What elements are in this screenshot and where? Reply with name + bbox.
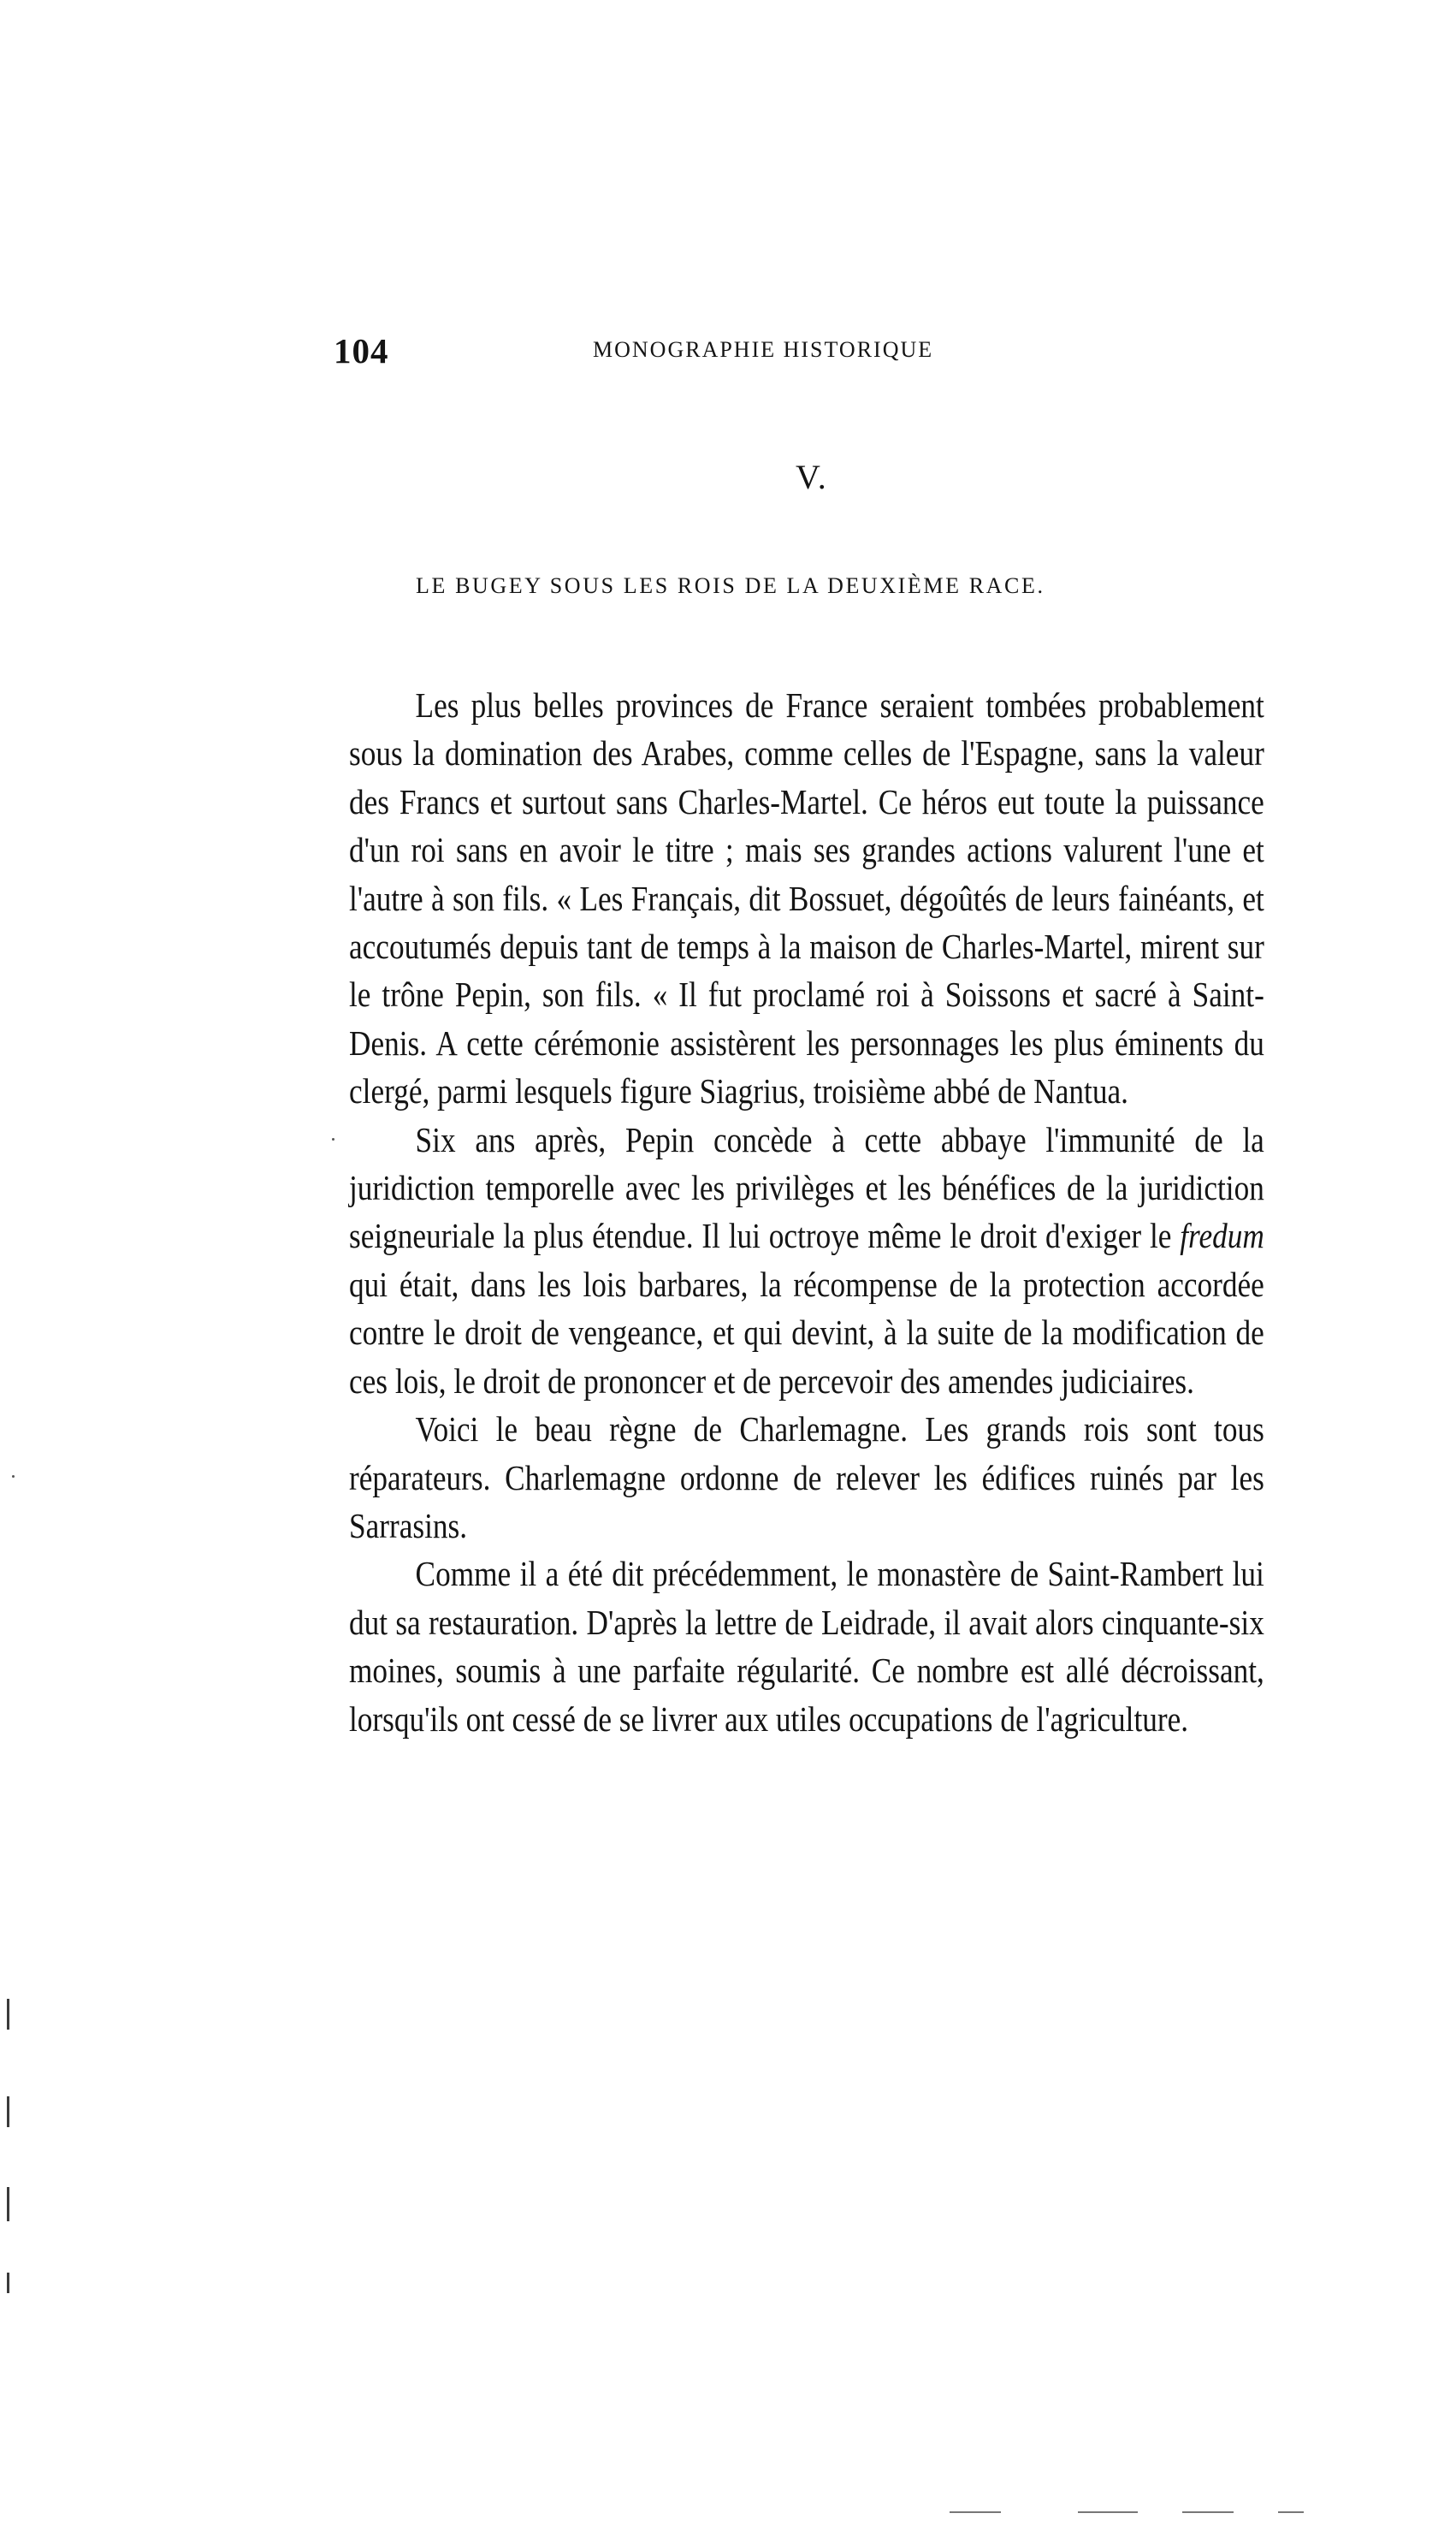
running-head [334, 330, 985, 382]
margin-scan-mark-3 [7, 2187, 9, 2221]
margin-scan-dot-2 [332, 1138, 334, 1141]
paragraph-4: Comme il a été dit précédemment, le monastère de Saint-Rambert lui dut sa restauration. D'après la lettre de Leidrade, il avait alors cinquante-six moines, soumis à une parfaite régularité. Ce nombre est allé décroissant, lorsqu'ils ont cessé de se livrer aux utiles occupations de l'agriculture. [349, 1554, 1264, 1739]
bottom-scan-marks [950, 2511, 1343, 2516]
bottom-scan-mark-3 [1182, 2511, 1234, 2513]
running-title: MONOGRAPHIE HISTORIQUE [593, 337, 934, 362]
body-text [349, 681, 1264, 1743]
margin-scan-dot-1 [12, 1475, 15, 1478]
margin-scan-mark-4 [7, 2273, 9, 2293]
bottom-scan-mark-1 [950, 2511, 1001, 2513]
paragraph-2-after: qui était, dans les lois barbares, la récompense de la protection accordée contre le droit de vengeance, et qui devint, à la suite de la modification de ces lois, le droit de prononcer et de percevoir des amendes judiciaires. [349, 1264, 1264, 1401]
paragraph-2-before: Six ans après, Pepin concède à cette abbaye l'immunité de la juridiction temporelle avec les privilèges et les bénéfices de la juridiction seigneuriale la plus étendue. Il lui octroye même le droit d'exiger le [349, 1119, 1264, 1256]
paragraph-3: Voici le beau règne de Charlemagne. Les grands rois sont tous réparateurs. Charlemagne ordonne de relever les édifices ruinés par les Sarrasins. [349, 1409, 1264, 1545]
bottom-scan-mark-2 [1078, 2511, 1138, 2513]
bottom-scan-mark-4 [1278, 2511, 1304, 2513]
paragraph-1: Les plus belles provinces de France seraient tombées probablement sous la domination des Arabes, comme celles de l'Espagne, sans la valeur des Francs et surtout sans Charles-Martel. Ce héros eut toute la puissance d'un roi sans en avoir le titre ; mais ses grandes actions valurent l'une et l'autre à son fils. « Les Français, dit Bossuet, dégoûtés de leurs fainéants, et accoutumés depuis tant de temps à la maison de Charles-Martel, mirent sur le trône Pepin, son fils. « Il fut proclamé roi à Soissons et sacré à Saint-Denis. A cette cérémonie assistèrent les personnages les plus éminents du clergé, parmi lesquels figure Siagrius, troisième abbé de Nantua. [349, 685, 1264, 1111]
page-number: 104 [334, 331, 389, 370]
paragraph-2 [349, 1116, 1264, 1405]
margin-scan-mark-1 [7, 1999, 9, 2030]
margin-scan-mark-2 [7, 2096, 9, 2127]
chapter-number: V. [796, 458, 828, 496]
chapter-title: LE BUGEY SOUS LES ROIS DE LA DEUXIÈME RACE. [416, 573, 1045, 598]
paragraph-2-emphasis: fredum [1180, 1216, 1264, 1256]
